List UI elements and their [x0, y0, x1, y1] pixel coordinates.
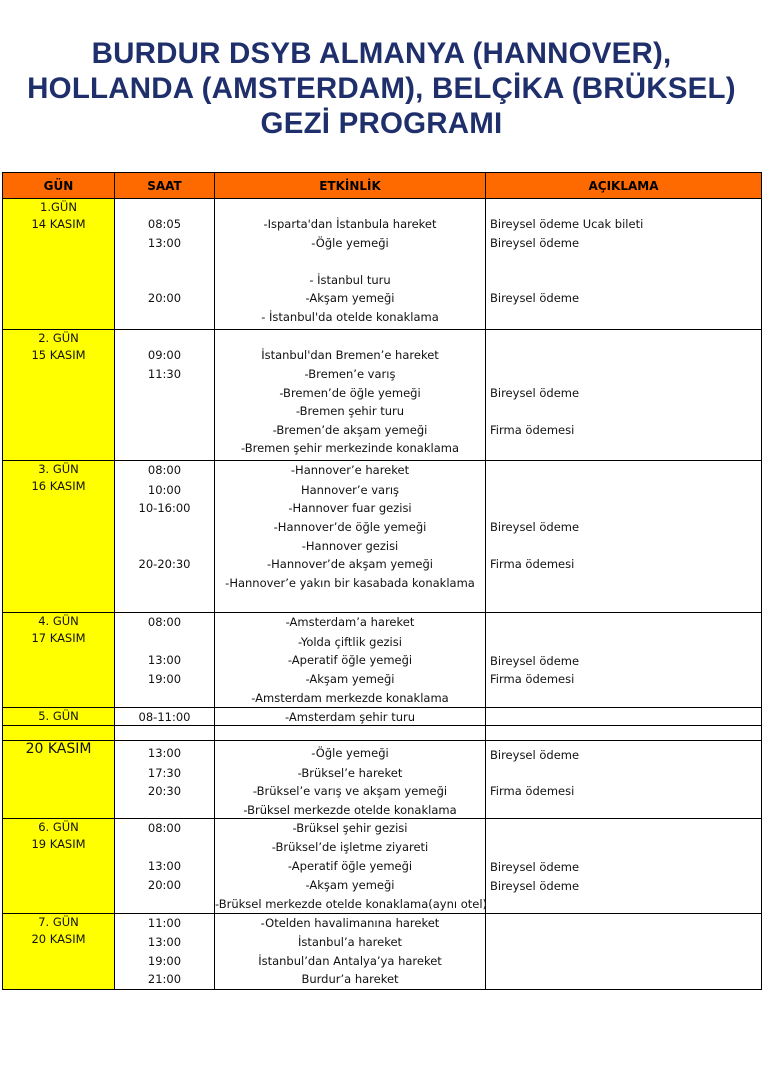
day-label: 1.GÜN: [40, 200, 77, 214]
note-item: Bireysel ödeme: [490, 654, 580, 668]
activity-item: -Amsterdam şehir turu: [284, 710, 416, 724]
day-date: 20 KASIM: [25, 741, 92, 757]
activity-cell: [215, 708, 486, 726]
note-item: Bireysel ödeme: [490, 291, 580, 305]
activity-item: - İstanbul turu: [309, 273, 391, 287]
table-row: [3, 461, 762, 613]
activity-item: -Otelden havalimanına hareket: [260, 916, 440, 930]
time-cell: [115, 461, 215, 613]
time-value: 13:00: [147, 653, 182, 667]
activity-item: Hannover’e varış: [300, 483, 400, 497]
activity-item: -Öğle yemeği: [311, 236, 389, 250]
activity-item: -Aperatif öğle yemeği: [287, 653, 413, 667]
time-value: 21:00: [147, 972, 182, 986]
note-item: Firma ödemesi: [490, 423, 575, 437]
table-gap-row: [3, 726, 762, 741]
note-cell: [486, 613, 762, 708]
time-value: 11:30: [147, 367, 182, 381]
table-row: [3, 613, 762, 708]
activity-item: Burdur’a hareket: [301, 972, 399, 986]
time-cell: [115, 330, 215, 461]
time-value: 08:00: [147, 821, 182, 835]
activity-item: -Amsterdam merkezde konaklama: [251, 691, 449, 705]
activity-item: İstanbul’a hareket: [297, 935, 403, 949]
day-label: 7. GÜN: [38, 915, 79, 929]
activity-item: -Brüksel’e varış ve akşam yemeği: [252, 784, 448, 798]
time-value: 08:00: [147, 463, 182, 477]
table-row: [3, 330, 762, 461]
activity-item: İstanbul’dan Antalya’ya hareket: [258, 954, 442, 968]
time-value: 20:00: [147, 878, 182, 892]
day-date: 20 KASIM: [31, 932, 86, 946]
activity-item: -Hannover gezisi: [301, 539, 399, 553]
time-value: 10-16:00: [138, 501, 191, 515]
time-cell: [115, 819, 215, 914]
time-value: 11:00: [147, 916, 182, 930]
activity-item: -Brüksel’de işletme ziyareti: [271, 840, 429, 854]
activity-item: -Hannover’e yakın bir kasabada konaklama: [225, 576, 475, 590]
activity-item: -Hannover’de akşam yemeği: [266, 557, 433, 571]
activity-item: - İstanbul'da otelde konaklama: [261, 310, 439, 324]
table-row: [3, 819, 762, 914]
activity-item: -Akşam yemeği: [305, 878, 395, 892]
note-item: Bireysel ödeme: [490, 860, 580, 874]
activity-item: -Brüksel merkezde otelde konaklama(aynı otel): [215, 897, 488, 911]
activity-item: -Bremen şehir merkezinde konaklama: [241, 441, 459, 455]
day-cell: [3, 613, 115, 708]
note-item: Bireysel ödeme: [490, 236, 580, 250]
activity-item: -Bremen’e varış: [304, 367, 396, 381]
note-item: Bireysel ödeme: [490, 879, 580, 893]
activity-item: -Brüksel merkezde otelde konaklama: [243, 803, 457, 817]
note-item: Firma ödemesi: [490, 557, 575, 571]
header-note: AÇIKLAMA: [486, 173, 762, 199]
time-value: 20:30: [147, 784, 182, 798]
note-cell: [486, 819, 762, 914]
header-time: SAAT: [115, 173, 215, 199]
activity-cell: [215, 199, 486, 330]
note-item: Firma ödemesi: [490, 784, 575, 798]
day-label: 3. GÜN: [38, 462, 79, 476]
day-date: 19 KASIM: [31, 837, 86, 851]
time-value: 19:00: [147, 954, 182, 968]
time-value: 10:00: [147, 483, 182, 497]
gap-cell: [215, 726, 486, 741]
time-value: 13:00: [147, 935, 182, 949]
page-title: [0, 36, 763, 141]
day-date: 17 KASIM: [31, 631, 86, 645]
gap-cell: [115, 726, 215, 741]
note-cell: [486, 199, 762, 330]
table-row: [3, 199, 762, 330]
time-value: 20-20:30: [138, 557, 191, 571]
day-cell: [3, 741, 115, 819]
day-cell: [3, 914, 115, 990]
time-cell: [115, 741, 215, 819]
time-value: 13:00: [147, 236, 182, 250]
day-cell: [3, 330, 115, 461]
activity-item: -Bremen’de akşam yemeği: [272, 423, 428, 437]
table-header-row: [3, 173, 762, 199]
program-table: [2, 172, 762, 990]
gap-cell: [3, 726, 115, 741]
day-cell: [3, 199, 115, 330]
time-value: 17:30: [147, 766, 182, 780]
day-date: 15 KASIM: [31, 348, 86, 362]
activity-item: -Brüksel’e hareket: [297, 766, 403, 780]
note-item: Bireysel ödeme: [490, 386, 580, 400]
time-value: 13:00: [147, 746, 182, 760]
table-row: [3, 914, 762, 990]
note-item: Bireysel ödeme Ucak bileti: [490, 217, 644, 231]
activity-item: İstanbul'dan Bremen’e hareket: [261, 348, 439, 362]
day-cell: [3, 708, 115, 726]
activity-item: -Brüksel şehir gezisi: [292, 821, 408, 835]
time-cell: [115, 708, 215, 726]
note-cell: [486, 741, 762, 819]
note-cell: [486, 330, 762, 461]
note-item: Bireysel ödeme: [490, 520, 580, 534]
note-cell: [486, 708, 762, 726]
activity-cell: [215, 819, 486, 914]
activity-item: -Hannover’de öğle yemeği: [273, 520, 427, 534]
time-cell: [115, 914, 215, 990]
time-value: 20:00: [147, 291, 182, 305]
header-activity: ETKİNLİK: [215, 173, 486, 199]
activity-cell: [215, 914, 486, 990]
activity-item: -Akşam yemeği: [305, 291, 395, 305]
activity-cell: [215, 330, 486, 461]
header-day: GÜN: [3, 173, 115, 199]
title-line-3: GEZİ PROGRAMI: [260, 107, 503, 140]
activity-item: -Hannover fuar gezisi: [288, 501, 412, 515]
title-line-2: HOLLANDA (AMSTERDAM), BELÇİKA (BRÜKSEL): [27, 72, 736, 105]
title-line-1: BURDUR DSYB ALMANYA (HANNOVER),: [91, 37, 672, 70]
gap-cell: [486, 726, 762, 741]
activity-item: -Bremen şehir turu: [295, 404, 405, 418]
day-label: 6. GÜN: [38, 820, 79, 834]
time-value: 19:00: [147, 672, 182, 686]
note-cell: [486, 461, 762, 613]
activity-item: -Yolda çiftlik gezisi: [298, 635, 402, 649]
activity-cell: [215, 461, 486, 613]
time-cell: [115, 613, 215, 708]
table-row: [3, 708, 762, 726]
day-cell: [3, 461, 115, 613]
activity-item: -Bremen’de öğle yemeği: [279, 386, 421, 400]
note-item: Bireysel ödeme: [490, 748, 580, 762]
time-value: 08-11:00: [138, 710, 191, 724]
note-cell: [486, 914, 762, 990]
time-value: 08:00: [147, 615, 182, 629]
activity-cell: [215, 613, 486, 708]
day-label: 5. GÜN: [38, 709, 79, 723]
time-value: 13:00: [147, 859, 182, 873]
activity-item: -Aperatif öğle yemeği: [287, 859, 413, 873]
day-date: 16 KASIM: [31, 479, 86, 493]
activity-item: -Amsterdam’a hareket: [285, 615, 415, 629]
activity-item: -Hannover’e hareket: [290, 463, 410, 477]
activity-cell: [215, 741, 486, 819]
activity-item: -Akşam yemeği: [305, 672, 395, 686]
day-date: 14 KASIM: [31, 217, 86, 231]
note-item: Firma ödemesi: [490, 672, 575, 686]
time-value: 09:00: [147, 348, 182, 362]
day-label: 2. GÜN: [38, 331, 79, 345]
time-cell: [115, 199, 215, 330]
day-label: 4. GÜN: [38, 614, 79, 628]
table-row: [3, 741, 762, 819]
day-cell: [3, 819, 115, 914]
activity-item: -Isparta'dan İstanbula hareket: [263, 217, 437, 231]
time-value: 08:05: [147, 217, 182, 231]
activity-item: -Öğle yemeği: [311, 746, 389, 760]
